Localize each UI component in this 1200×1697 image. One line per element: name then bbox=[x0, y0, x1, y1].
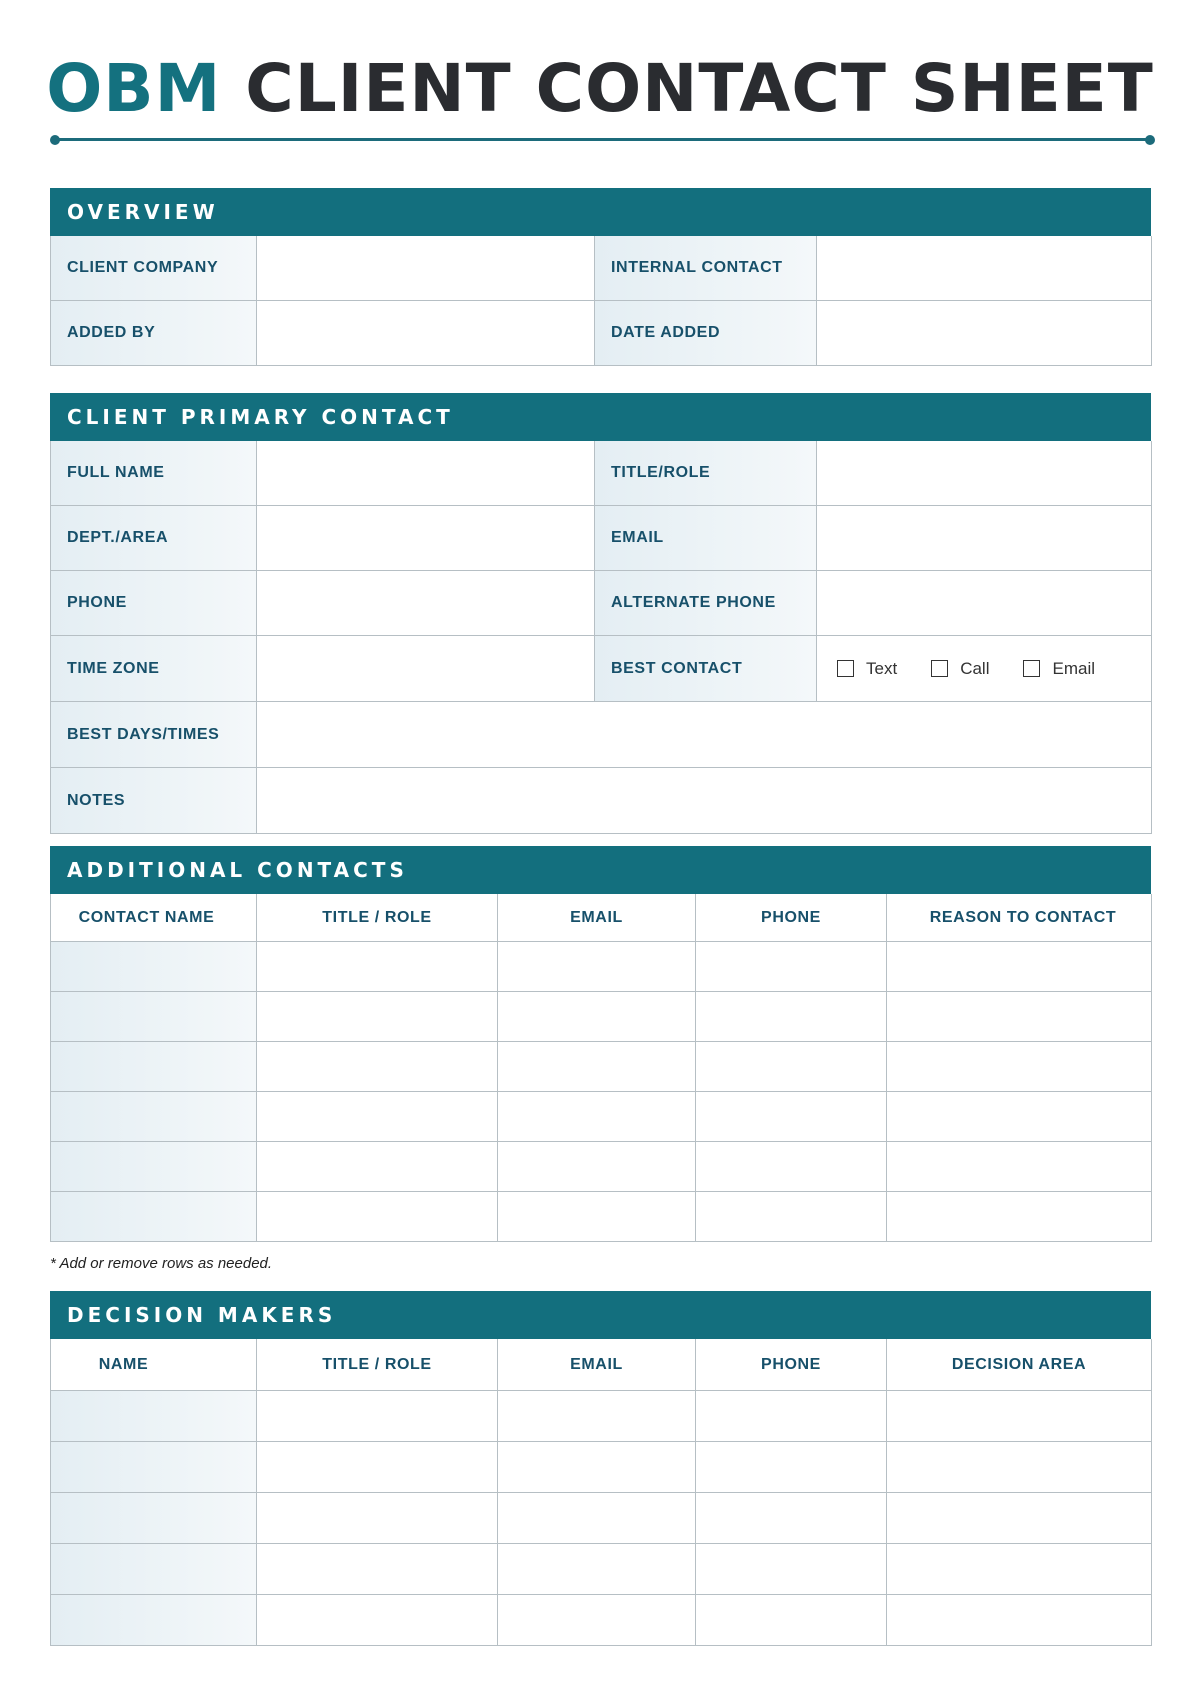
best-days-field[interactable] bbox=[257, 702, 1152, 768]
column-header: TITLE / ROLE bbox=[257, 894, 498, 942]
additional-contact-cell[interactable] bbox=[498, 992, 696, 1042]
notes-field[interactable] bbox=[257, 768, 1152, 834]
decision-maker-cell[interactable] bbox=[257, 1544, 498, 1595]
additional-contact-cell[interactable] bbox=[51, 1042, 257, 1092]
additional-contacts-table bbox=[50, 894, 1151, 1242]
decision-makers-section bbox=[50, 1291, 1151, 1646]
client-company-field[interactable] bbox=[257, 236, 595, 301]
additional-contact-cell[interactable] bbox=[887, 1142, 1152, 1192]
overview-header: OVERVIEW bbox=[50, 188, 1151, 236]
time-zone-field[interactable] bbox=[257, 636, 595, 702]
additional-contact-cell[interactable] bbox=[887, 1192, 1152, 1242]
additional-contact-cell[interactable] bbox=[257, 1142, 498, 1192]
additional-contact-cell[interactable] bbox=[696, 1192, 887, 1242]
column-header: PHONE bbox=[696, 1339, 887, 1391]
decision-maker-cell[interactable] bbox=[257, 1493, 498, 1544]
email-option-label: Email bbox=[1052, 658, 1095, 678]
notes-label: NOTES bbox=[51, 768, 257, 834]
additional-contact-cell[interactable] bbox=[498, 1042, 696, 1092]
additional-contact-cell[interactable] bbox=[887, 1042, 1152, 1092]
alternate-phone-field[interactable] bbox=[817, 571, 1152, 636]
phone-field[interactable] bbox=[257, 571, 595, 636]
additional-contact-cell[interactable] bbox=[696, 1042, 887, 1092]
time-zone-label: TIME ZONE bbox=[51, 636, 257, 702]
additional-contact-cell[interactable] bbox=[498, 942, 696, 992]
added-by-field[interactable] bbox=[257, 301, 595, 366]
column-header: TITLE / ROLE bbox=[257, 1339, 498, 1391]
email-field[interactable] bbox=[817, 506, 1152, 571]
additional-contact-cell[interactable] bbox=[257, 1092, 498, 1142]
additional-contact-cell[interactable] bbox=[498, 1192, 696, 1242]
decision-maker-cell[interactable] bbox=[696, 1595, 887, 1646]
primary-contact-header: CLIENT PRIMARY CONTACT bbox=[50, 393, 1151, 441]
column-header: PHONE bbox=[696, 894, 887, 942]
date-added-field[interactable] bbox=[817, 301, 1152, 366]
additional-contacts-section bbox=[50, 846, 1151, 1242]
phone-label: PHONE bbox=[51, 571, 257, 636]
dept-area-field[interactable] bbox=[257, 506, 595, 571]
column-header: CONTACT NAME bbox=[51, 894, 257, 942]
additional-contact-cell[interactable] bbox=[51, 992, 257, 1042]
decision-maker-cell[interactable] bbox=[498, 1442, 696, 1493]
overview-section bbox=[50, 188, 1151, 366]
best-contact-text-option[interactable] bbox=[837, 659, 897, 679]
internal-contact-label: INTERNAL CONTACT bbox=[595, 236, 817, 301]
title-accent: OBM bbox=[46, 50, 222, 127]
email-checkbox[interactable] bbox=[1023, 660, 1040, 677]
decision-maker-cell[interactable] bbox=[887, 1595, 1152, 1646]
full-name-label: FULL NAME bbox=[51, 441, 257, 506]
footnote: * Add or remove rows as needed. bbox=[50, 1255, 273, 1272]
additional-contact-cell[interactable] bbox=[51, 942, 257, 992]
column-header: REASON TO CONTACT bbox=[887, 894, 1152, 942]
decision-makers-table bbox=[50, 1339, 1151, 1646]
decision-maker-cell[interactable] bbox=[51, 1493, 257, 1544]
decision-maker-cell[interactable] bbox=[257, 1442, 498, 1493]
decision-maker-cell[interactable] bbox=[887, 1391, 1152, 1442]
text-option-label: Text bbox=[866, 658, 898, 678]
decision-maker-cell[interactable] bbox=[498, 1595, 696, 1646]
internal-contact-field[interactable] bbox=[817, 236, 1152, 301]
best-contact-email-option[interactable] bbox=[1023, 659, 1095, 679]
primary-contact-section bbox=[50, 393, 1151, 834]
decision-maker-cell[interactable] bbox=[696, 1442, 887, 1493]
decision-maker-cell[interactable] bbox=[696, 1493, 887, 1544]
decision-maker-cell[interactable] bbox=[257, 1391, 498, 1442]
decision-makers-header: DECISION MAKERS bbox=[50, 1291, 1151, 1339]
decision-maker-cell[interactable] bbox=[887, 1442, 1152, 1493]
best-contact-call-option[interactable] bbox=[931, 659, 989, 679]
dept-area-label: DEPT./AREA bbox=[51, 506, 257, 571]
date-added-label: DATE ADDED bbox=[595, 301, 817, 366]
additional-contact-cell[interactable] bbox=[696, 1142, 887, 1192]
decision-maker-cell[interactable] bbox=[257, 1595, 498, 1646]
column-header: EMAIL bbox=[498, 894, 696, 942]
additional-contact-cell[interactable] bbox=[887, 992, 1152, 1042]
alternate-phone-label: ALTERNATE PHONE bbox=[595, 571, 817, 636]
column-header: EMAIL bbox=[498, 1339, 696, 1391]
decision-maker-cell[interactable] bbox=[498, 1544, 696, 1595]
additional-contact-cell[interactable] bbox=[51, 1092, 257, 1142]
additional-contact-cell[interactable] bbox=[51, 1142, 257, 1192]
call-option-label: Call bbox=[960, 658, 990, 678]
decision-maker-cell[interactable] bbox=[51, 1391, 257, 1442]
additional-contacts-header: ADDITIONAL CONTACTS bbox=[50, 846, 1151, 894]
column-header: DECISION AREA bbox=[887, 1339, 1152, 1391]
title-role-field[interactable] bbox=[817, 441, 1152, 506]
text-checkbox[interactable] bbox=[837, 660, 854, 677]
full-name-field[interactable] bbox=[257, 441, 595, 506]
call-checkbox[interactable] bbox=[931, 660, 948, 677]
additional-contact-cell[interactable] bbox=[696, 1092, 887, 1142]
decision-maker-cell[interactable] bbox=[498, 1493, 696, 1544]
client-company-label: CLIENT COMPANY bbox=[51, 236, 257, 301]
decision-maker-cell[interactable] bbox=[498, 1391, 696, 1442]
decision-maker-cell[interactable] bbox=[696, 1544, 887, 1595]
additional-contact-cell[interactable] bbox=[257, 1042, 498, 1092]
best-contact-label: BEST CONTACT bbox=[595, 636, 817, 702]
column-header: NAME bbox=[51, 1339, 257, 1391]
best-contact-options bbox=[817, 636, 1152, 702]
additional-contact-cell[interactable] bbox=[257, 942, 498, 992]
added-by-label: ADDED BY bbox=[51, 301, 257, 366]
decision-maker-cell[interactable] bbox=[887, 1493, 1152, 1544]
title-divider bbox=[55, 138, 1150, 141]
email-label: EMAIL bbox=[595, 506, 817, 571]
decision-maker-cell[interactable] bbox=[887, 1544, 1152, 1595]
decision-maker-cell[interactable] bbox=[696, 1391, 887, 1442]
additional-contact-cell[interactable] bbox=[887, 1092, 1152, 1142]
title-main: CLIENT CONTACT SHEET bbox=[245, 50, 1154, 127]
additional-contact-cell[interactable] bbox=[51, 1192, 257, 1242]
additional-contact-cell[interactable] bbox=[887, 942, 1152, 992]
additional-contact-cell[interactable] bbox=[696, 942, 887, 992]
additional-contact-cell[interactable] bbox=[498, 1092, 696, 1142]
additional-contact-cell[interactable] bbox=[257, 992, 498, 1042]
best-days-label: BEST DAYS/TIMES bbox=[51, 702, 257, 768]
additional-contact-cell[interactable] bbox=[257, 1192, 498, 1242]
additional-contact-cell[interactable] bbox=[696, 992, 887, 1042]
decision-maker-cell[interactable] bbox=[51, 1544, 257, 1595]
title-role-label: TITLE/ROLE bbox=[595, 441, 817, 506]
page-title bbox=[0, 44, 1200, 134]
decision-maker-cell[interactable] bbox=[51, 1442, 257, 1493]
decision-maker-cell[interactable] bbox=[51, 1595, 257, 1646]
additional-contact-cell[interactable] bbox=[498, 1142, 696, 1192]
